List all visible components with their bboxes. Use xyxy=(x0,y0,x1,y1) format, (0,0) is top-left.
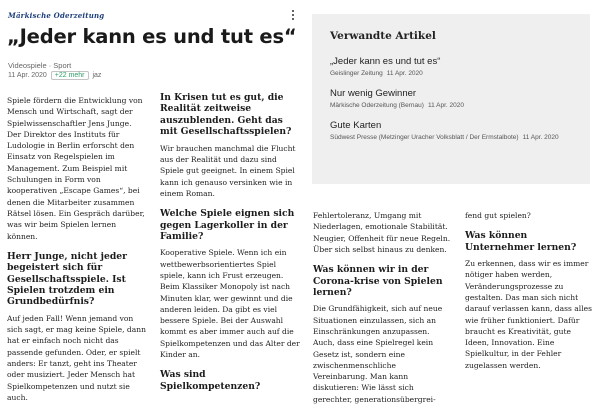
question-heading: Was können Unternehmer lernen? xyxy=(465,230,577,253)
related-item[interactable] xyxy=(330,56,572,77)
related-item-date: 11 Apr. 2020 xyxy=(386,70,423,77)
related-item-date: 11 Apr. 2020 xyxy=(522,134,559,141)
more-options-icon[interactable] xyxy=(288,8,298,22)
article-column-2 xyxy=(160,92,300,397)
answer-paragraph: fend gut spielen? xyxy=(465,211,531,220)
related-item-title[interactable]: Gute Karten xyxy=(330,120,382,131)
question-heading: Welche Spiele eignen sich gegen Lagerkoller in der Familie? xyxy=(160,208,295,242)
breadcrumb[interactable]: Videospiele · Sport xyxy=(8,61,72,70)
answer-paragraph: Fehlertoleranz, Umgang mit Niederlagen, emotionale Stabilität. Neugier, Offenheit für neue Regeln. Über sich selbst hinaus zu denken. xyxy=(313,211,451,254)
answer-paragraph: Kooperative Spiele. Wenn ich ein wettbewerbsorientiertes Spiel spiele, kann ich Frust erzeugen. Beim Klassiker Monopoly ist nach Minuten klar, wer gewinnt und die anderen leiden. Da gibt es viel bessere Spiele. Bei der Auswahl kommt es aber immer auch auf die Spielkompetenzen und das Alter der Kinder an. xyxy=(160,248,300,359)
newspaper-masthead: Märkische Oderzeitung xyxy=(8,11,105,20)
article-title: „Jeder kann es und tut es“ xyxy=(7,25,297,48)
related-item-date: 11 Apr. 2020 xyxy=(427,102,464,109)
article-author: jaz xyxy=(92,72,102,79)
article-column-3 xyxy=(313,210,451,414)
question-heading: Was können wir in der Corona-krise von Spielen lernen? xyxy=(313,264,443,298)
more-sources-badge[interactable]: +22 mehr xyxy=(51,71,89,80)
related-heading: Verwandte Artikel xyxy=(330,30,436,42)
article-column-1 xyxy=(7,95,147,412)
answer-paragraph: Die Grundfähigkeit, sich auf neue Situationen einzulassen, sich an Einschränkungen anzupassen. Auch, dass eine Spielregel kein Gesetz ist, sondern eine zwischenmenschliche Vereinbarung. Man kann diskutieren: Wie lässt sich gerechter, generationsübergrei- xyxy=(313,304,443,404)
related-item-source: Geislinger Zeitung 11 Apr. 2020 xyxy=(330,70,423,77)
intro-paragraph: Spiele fördern die Entwicklung von Mensch und Wirtschaft, sagt der Spielwissenschaftler Jens Junge. Der Direktor des Instituts für Ludologie in Berlin erforscht den Einsatz von Regelspielen im Management. Zum Beispiel mit Schulungen in Form von kooperativen „Escape Games“, bei denen die Mitarbeiter zusammen Rätsel lösen. Ein Gespräch darüber, was wir beim Spielen lernen können. xyxy=(7,96,145,241)
question-heading: Herr Junge, nicht jeder begeistert sich für Gesellschaftsspiele. Ist Spielen trotzdem ein Grundbedürfnis? xyxy=(7,250,127,308)
related-item-title[interactable]: Nur wenig Gewinner xyxy=(330,88,417,99)
answer-paragraph: Wir brauchen manchmal die Flucht aus der Realität und dazu sind Spiele gut geeignet. In einem Spiel kann ich genauso versinken wie in einem Roman. xyxy=(160,143,296,198)
question-heading: Was sind Spielkompetenzen? xyxy=(160,369,261,392)
related-item-title[interactable]: „Jeder kann es und tut es“ xyxy=(330,56,441,67)
related-item[interactable] xyxy=(330,88,572,109)
question-heading: In Krisen tut es gut, die Realität zeitweise auszublenden. Geht das mit Gesellschaftsspielen? xyxy=(160,92,292,138)
related-item-source: Südwest Presse (Metzinger Uracher Volksblatt / Der Ermstalbote) 11 Apr. 2020 xyxy=(330,134,559,141)
related-item[interactable] xyxy=(330,120,572,141)
related-articles-panel xyxy=(312,14,590,184)
related-item-source: Märkische Oderzeitung (Bernau) 11 Apr. 2020 xyxy=(330,102,464,109)
answer-paragraph: Zu erkennen, dass wir es immer nötiger haben werden, Veränderungsprozesse zu gestalten. Das man sich nicht darauf verlassen kann, dass alles wie früher funktioniert. Dafür braucht es Kreativität, gute Ideen, Innovation. Eine Spielkultur, in der Fehler zugelassen werden. xyxy=(465,259,592,370)
article-column-4 xyxy=(465,210,593,380)
article-date: 11 Apr. 2020 xyxy=(8,72,47,79)
article-meta xyxy=(8,72,101,79)
answer-paragraph: Auf jeden Fall! Wenn jemand von sich sagt, er mag keine Spiele, dann hat er einfach noch nicht das passende gefunden. Oder, er spielt anders: Er tanzt, geht ins Theater oder musiziert. Jeder Mensch hat Spielkompetenzen und nutzt sie auch. xyxy=(7,313,146,402)
